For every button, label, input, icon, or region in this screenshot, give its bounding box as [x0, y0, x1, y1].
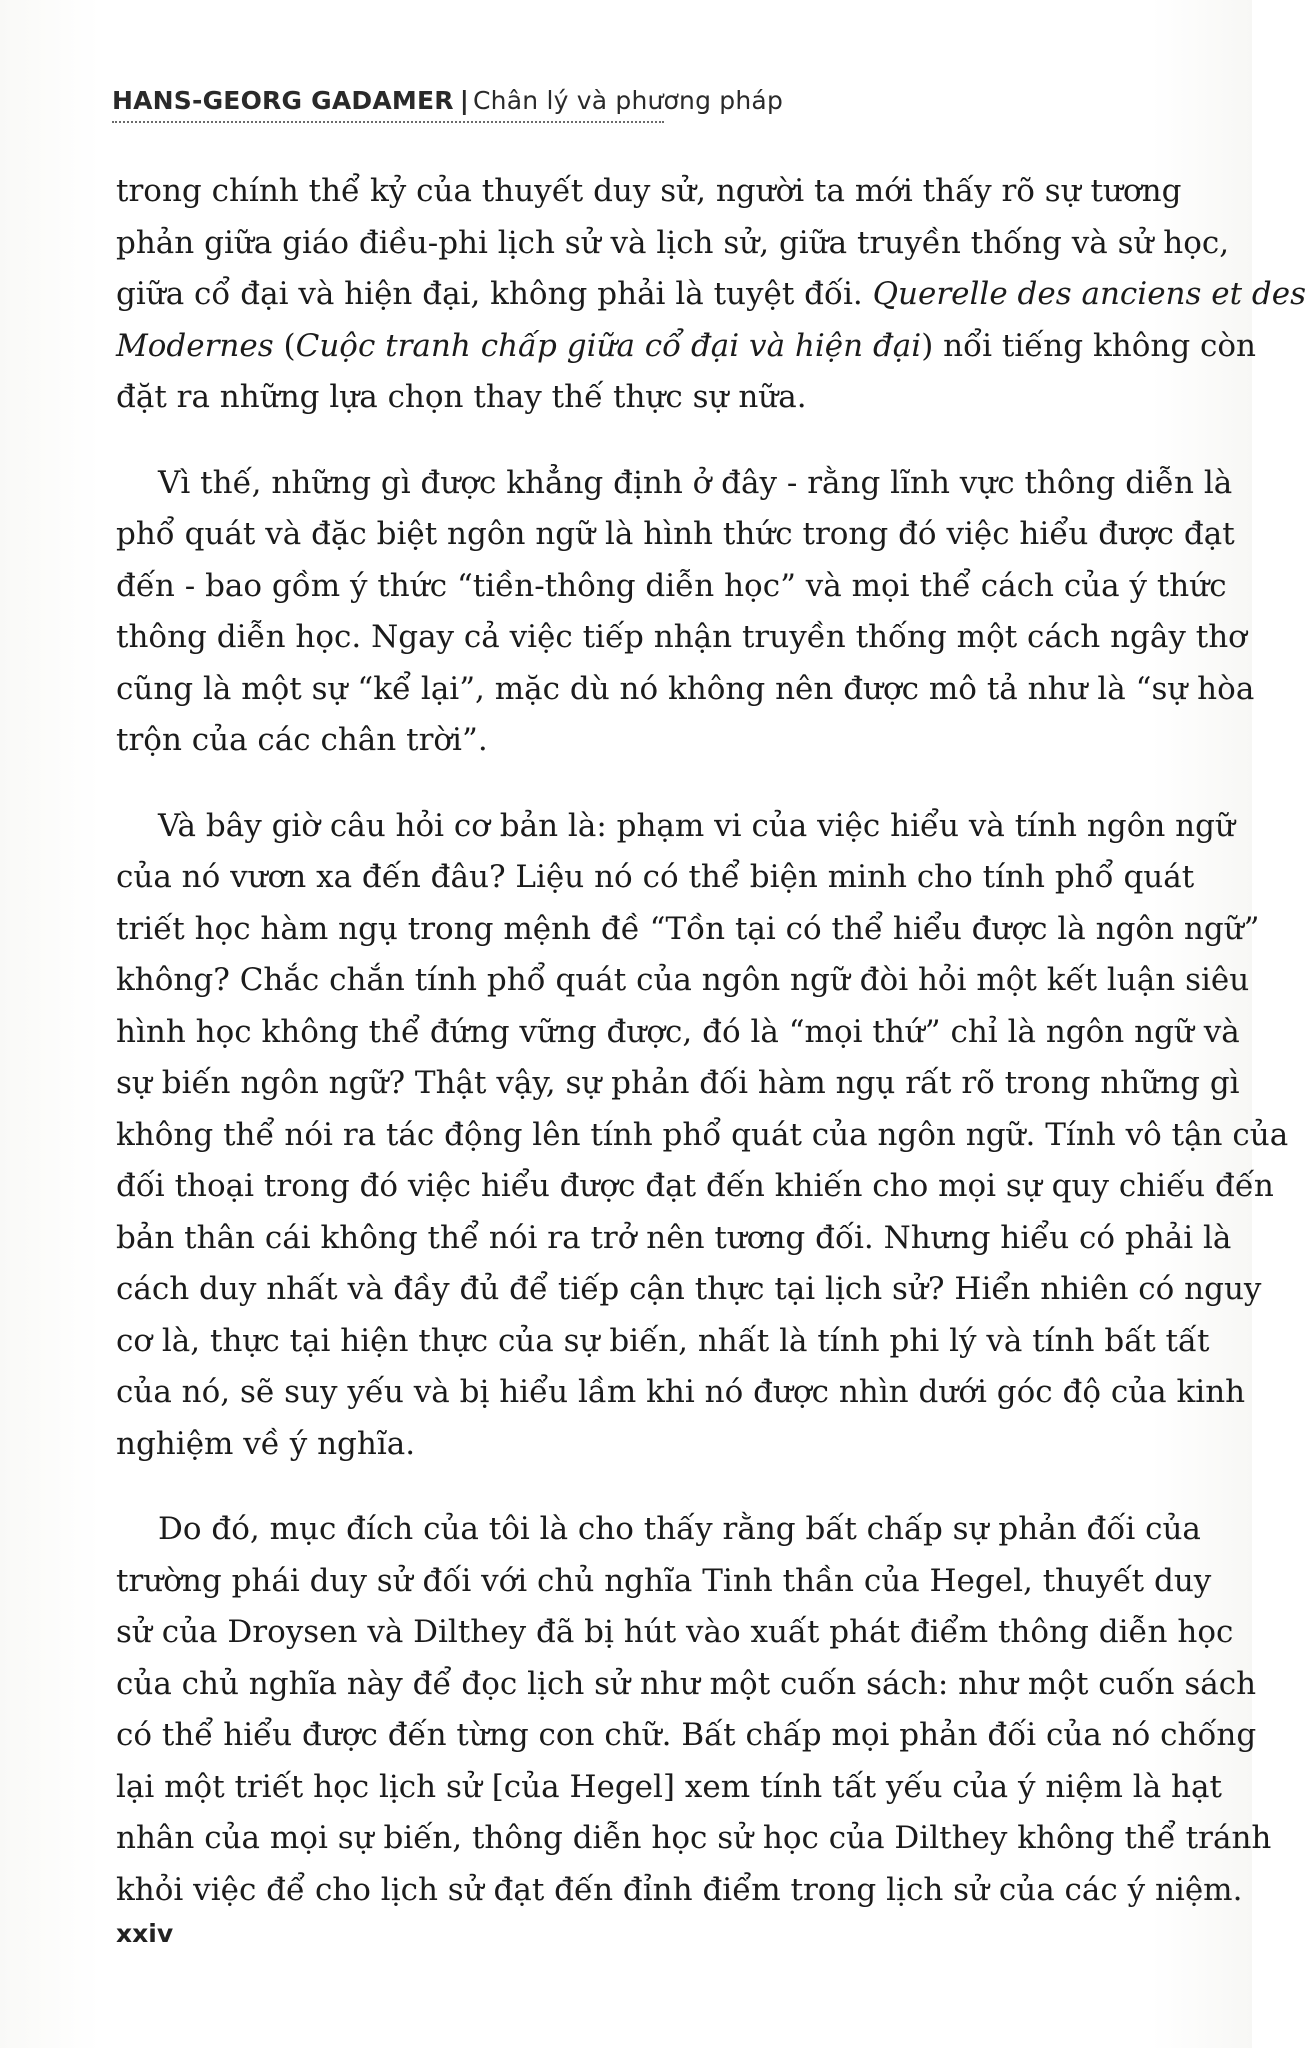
italic-title-french: Querelle des anciens et des [872, 276, 1306, 312]
paragraph-4 [116, 1504, 1272, 1916]
text-line: phản giữa giáo điều-phi lịch sử và lịch sử, giữa truyền thống và sử học, [116, 224, 1230, 261]
header-author: HANS-GEORG GADAMER [112, 86, 454, 115]
page-number: xxiv [116, 1919, 174, 1948]
text-line [116, 458, 1233, 510]
text-line: triết học hàm ngụ trong mệnh đề “Tồn tại có thể hiểu được là ngôn ngữ” [116, 910, 1260, 947]
text-line: phổ quát và đặc biệt ngôn ngữ là hình thức trong đó việc hiểu được đạt [116, 516, 1235, 552]
text-line: hình học không thể đứng vững được, đó là “mọi thứ” chỉ là ngôn ngữ và [116, 1013, 1240, 1050]
text-line: của chủ nghĩa này để đọc lịch sử như một cuốn sách: như một cuốn sách [116, 1665, 1257, 1702]
text-line: nghiệm về ý nghĩa. [116, 1425, 416, 1462]
italic-title-translation: Cuộc tranh chấp giữa cổ đại và hiện đại [295, 327, 922, 364]
text-line: thông diễn học. Ngay cả việc tiếp nhận truyền thống một cách ngây thơ [116, 619, 1247, 655]
paragraph-2 [116, 458, 1255, 767]
text-line: sử của Droysen và Dilthey đã bị hút vào xuất phát điểm thông diễn học [116, 1614, 1234, 1650]
text-line: bản thân cái không thể nói ra trở nên tương đối. Nhưng hiểu có phải là [116, 1219, 1232, 1256]
text-line: của nó vươn xa đến đâu? Liệu nó có thể biện minh cho tính phổ quát [116, 859, 1195, 895]
text-line: đặt ra những lựa chọn thay thế thực sự nữa. [116, 379, 807, 415]
header-underline [112, 121, 664, 123]
text-line: lại một triết học lịch sử [của Hegel] xem tính tất yếu của ý niệm là hạt [116, 1768, 1222, 1805]
body-text [116, 166, 1306, 1950]
text-line: của nó, sẽ suy yếu và bị hiểu lầm khi nó được nhìn dưới góc độ của kinh [116, 1374, 1246, 1410]
text-line: đến - bao gồm ý thức “tiền-thông diễn học” và mọi thể cách của ý thức [116, 567, 1227, 604]
text-run: ) nổi tiếng không còn [921, 327, 1257, 364]
text-line: cũng là một sự “kể lại”, mặc dù nó không nên được mô tả như là “sự hòa [116, 670, 1255, 707]
text-line: trường phái duy sử đối với chủ nghĩa Tinh thần của Hegel, thuyết duy [116, 1562, 1212, 1599]
paragraph-3 [116, 801, 1289, 1471]
text-line: có thể hiểu được đến từng con chữ. Bất chấp mọi phản đối của nó chống [116, 1717, 1257, 1753]
text-run: Và bây giờ câu hỏi cơ bản là: phạm vi của việc hiểu và tính ngôn ngữ [158, 807, 1235, 844]
text-line: không thể nói ra tác động lên tính phổ quát của ngôn ngữ. Tính vô tận của [116, 1116, 1289, 1153]
header-book-title: Chân lý và phương pháp [473, 86, 784, 115]
text-line: sự biến ngôn ngữ? Thật vậy, sự phản đối hàm ngụ rất rõ trong những gì [116, 1065, 1240, 1101]
text-line [116, 1504, 1201, 1556]
text-run: giữa cổ đại và hiện đại, không phải là tuyệt đối. [116, 276, 873, 312]
text-line [116, 321, 1257, 373]
text-line: trộn của các chân trời”. [116, 722, 488, 758]
header-separator: | [459, 86, 470, 115]
text-line: trong chính thể kỷ của thuyết duy sử, người ta mới thấy rõ sự tương [116, 173, 1182, 209]
text-line: cách duy nhất và đầy đủ để tiếp cận thực tại lịch sử? Hiển nhiên có nguy [116, 1271, 1262, 1307]
text-line: đối thoại trong đó việc hiểu được đạt đến khiến cho mọi sự quy chiếu đến [116, 1168, 1274, 1204]
running-header [112, 86, 783, 115]
text-line: khỏi việc để cho lịch sử đạt đến đỉnh điểm trong lịch sử của các ý niệm. [116, 1871, 1243, 1908]
paragraph-1 [116, 166, 1306, 424]
text-run: Vì thế, những gì được khẳng định ở đây - rằng lĩnh vực thông diễn là [158, 464, 1233, 501]
text-run: ( [273, 327, 296, 364]
text-run: Do đó, mục đích của tôi là cho thấy rằng bất chấp sự phản đối của [158, 1511, 1201, 1547]
text-line [116, 269, 1306, 321]
text-line: cơ là, thực tại hiện thực của sự biến, nhất là tính phi lý và tính bất tất [116, 1322, 1210, 1359]
text-line [116, 801, 1235, 853]
italic-title-french-cont: Modernes [116, 327, 274, 364]
text-line: nhân của mọi sự biến, thông diễn học sử học của Dilthey không thể tránh [116, 1820, 1272, 1856]
text-line: không? Chắc chắn tính phổ quát của ngôn ngữ đòi hỏi một kết luận siêu [116, 962, 1250, 998]
